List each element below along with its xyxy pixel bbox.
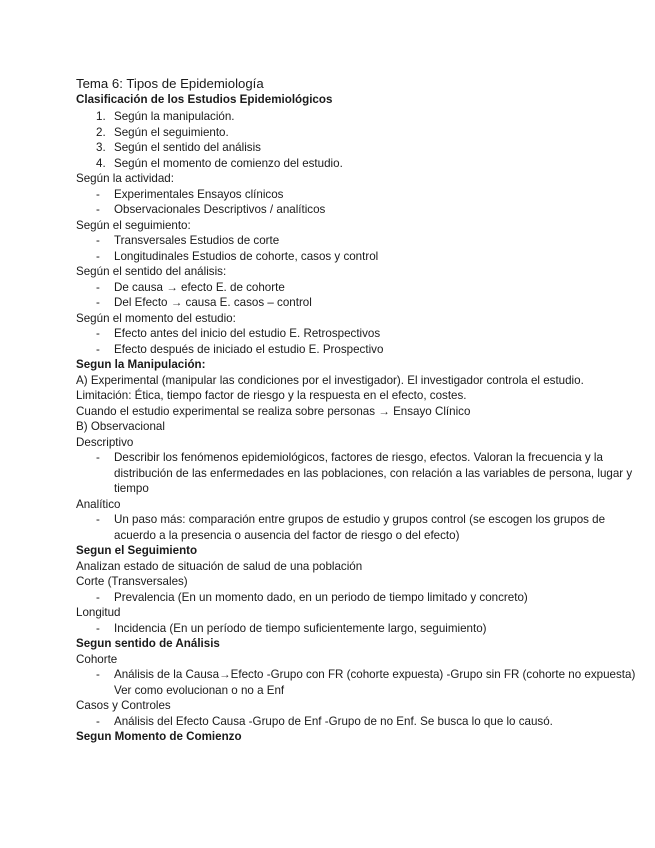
paragraph: Analítico bbox=[76, 497, 121, 511]
paragraph: A) Experimental (manipular las condiciones por el investigador). El investigador controla el estudio. bbox=[76, 373, 584, 387]
paragraph: Longitud bbox=[76, 606, 121, 619]
group-heading: Según el momento del estudio: bbox=[76, 311, 236, 325]
paragraph: Analizan estado de situación de salud de una población bbox=[76, 559, 363, 573]
group-heading: Según el sentido del análisis: bbox=[76, 265, 227, 278]
item-text: Según el sentido del análisis bbox=[114, 141, 261, 154]
group-heading: Según el seguimiento: bbox=[76, 218, 191, 232]
bullet-item: - Transversales Estudios de corte bbox=[96, 234, 280, 247]
bullet-item: - Experimentales Ensayos clínicos bbox=[96, 187, 284, 201]
section-heading: Segun sentido de Análisis bbox=[76, 637, 220, 650]
item-text: Según la manipulación. bbox=[114, 110, 235, 123]
item-text: Según el momento de comienzo del estudio. bbox=[114, 156, 343, 170]
bullet-item: - Efecto después de iniciado el estudio E. Prospectivo bbox=[96, 342, 384, 356]
paragraph: Cuando el estudio experimental se realiza sobre personas → Ensayo Clínico bbox=[76, 404, 471, 418]
item-number: 1. bbox=[96, 110, 106, 123]
item-number: 2. bbox=[96, 125, 106, 139]
document-body bbox=[76, 109, 636, 745]
paragraph: Limitación: Ética, tiempo factor de riesgo y la respuesta en el efecto, costes. bbox=[76, 389, 467, 402]
bullet-item: - Longitudinales Estudios de cohorte, casos y control bbox=[96, 249, 379, 263]
item-text: Según el seguimiento. bbox=[114, 125, 229, 139]
section-heading: Segun el Seguimiento bbox=[76, 544, 198, 557]
numbered-item bbox=[76, 140, 636, 156]
bullet-item: - Efecto antes del inicio del estudio E. Retrospectivos bbox=[96, 327, 381, 340]
item-number: 3. bbox=[96, 141, 106, 154]
bullet-item: - Del Efecto → causa E. casos – control bbox=[96, 296, 312, 309]
paragraph: Corte (Transversales) bbox=[76, 575, 188, 588]
section-heading: Segun Momento de Comienzo bbox=[76, 730, 242, 743]
bullet-item: - Análisis de la Causa→Efecto -Grupo con FR (cohorte expuesta) -Grupo sin FR (cohorte no expuesta) Ver como evolucionan o no a Enf bbox=[96, 668, 636, 697]
bullet-item: - Describir los fenómenos epidemiológicos, factores de riesgo, efectos. Valoran la frecuencia y la distribución de las enfermedades en las poblaciones, con relación a las variables de persona, lugar y tiempo bbox=[96, 451, 633, 495]
item-number: 4. bbox=[96, 156, 106, 170]
bullet-item: - Prevalencia (En un momento dado, en un periodo de tiempo limitado y concreto) bbox=[96, 590, 528, 604]
paragraph: Casos y Controles bbox=[76, 699, 171, 712]
bullet-item: - Un paso más: comparación entre grupos de estudio y grupos control (se escogen los grupos de acuerdo a la presencia o ausencia del factor de riesgo o del efecto) bbox=[96, 513, 606, 542]
numbered-item bbox=[76, 156, 636, 172]
numbered-item bbox=[76, 125, 636, 141]
bullet-item: - Incidencia (En un período de tiempo suficientemente largo, seguimiento) bbox=[96, 621, 487, 635]
page-title: Tema 6: Tipos de Epidemiología bbox=[76, 76, 264, 91]
paragraph: B) Observacional bbox=[76, 420, 165, 433]
section-heading: Segun la Manipulación: bbox=[76, 358, 206, 371]
paragraph: Cohorte bbox=[76, 652, 118, 666]
bullet-item: - Análisis del Efecto Causa -Grupo de Enf -Grupo de no Enf. Se busca lo que lo causó. bbox=[96, 714, 553, 728]
numbered-item bbox=[76, 109, 636, 125]
bullet-item: - De causa → efecto E. de cohorte bbox=[96, 280, 285, 294]
bullet-item: - Observacionales Descriptivos / analíticos bbox=[96, 203, 326, 216]
group-heading: Según la actividad: bbox=[76, 172, 174, 185]
page-subtitle: Clasificación de los Estudios Epidemiológicos bbox=[76, 93, 333, 106]
paragraph: Descriptivo bbox=[76, 435, 134, 449]
